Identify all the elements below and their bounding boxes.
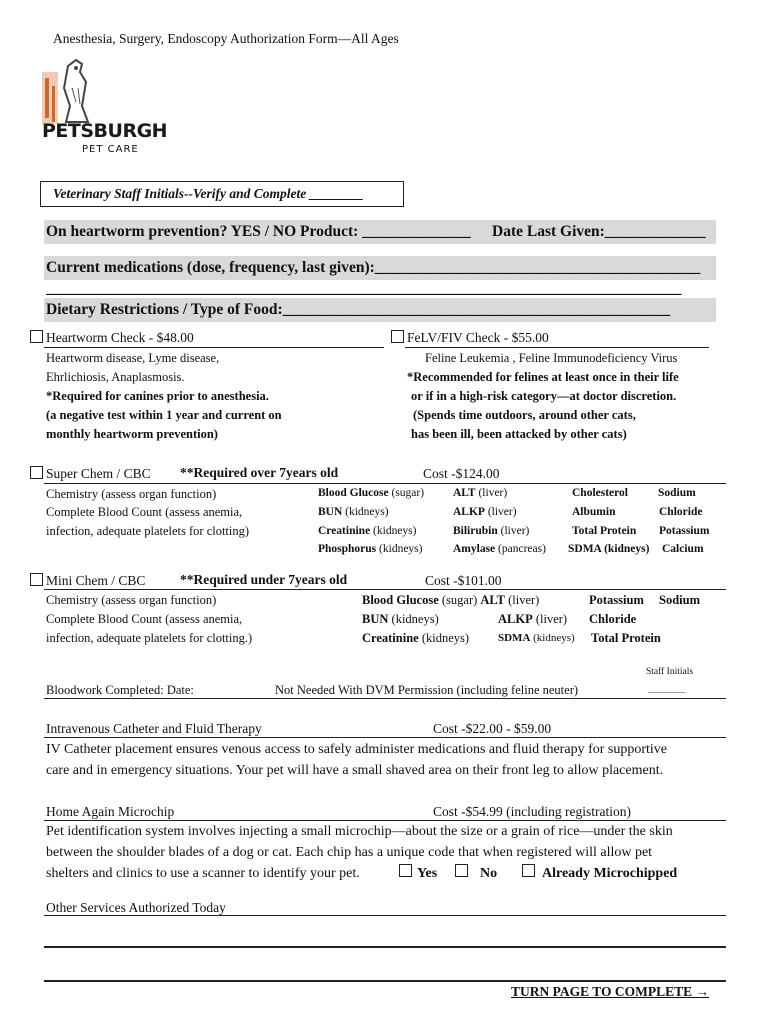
mini-chem-test: Potassium bbox=[589, 593, 644, 607]
super-chem-test: Phosphorus (kidneys) bbox=[318, 543, 423, 555]
bloodwork-completed-date[interactable]: Bloodwork Completed: Date: bbox=[46, 683, 194, 697]
form-title: Anesthesia, Surgery, Endoscopy Authorization Form—All Ages bbox=[53, 31, 399, 46]
mini-chem-rule bbox=[44, 589, 726, 590]
staff-initials-box[interactable] bbox=[40, 181, 404, 207]
super-chem-test: Blood Glucose (sugar) bbox=[318, 487, 425, 499]
super-chem-test: ALT (liver) bbox=[453, 487, 508, 499]
heartworm-check-title: Heartworm Check - $48.00 bbox=[46, 330, 194, 345]
super-chem-test: ALKP (liver) bbox=[453, 506, 517, 518]
mini-chem-test: Creatinine (kidneys) bbox=[362, 631, 470, 645]
felv-fiv-recommended: *Recommended for felines at least once in their life bbox=[407, 370, 679, 384]
iv-title: Intravenous Catheter and Fluid Therapy bbox=[46, 721, 262, 736]
super-chem-test: Bilirubin (liver) bbox=[453, 525, 530, 537]
microchip-desc-1: Pet identification system involves injecting a small microchip—about the size or a grain of rice—under the skin bbox=[46, 824, 673, 839]
heartworm-check-note-1: (a negative test within 1 year and current on bbox=[46, 408, 282, 422]
mini-chem-checkbox[interactable] bbox=[30, 573, 43, 586]
microchip-rule bbox=[44, 820, 726, 821]
dietary-restrictions-field[interactable]: Dietary Restrictions / Type of Food:__________________________________________________ bbox=[46, 301, 671, 318]
mini-chem-cost: Cost -$101.00 bbox=[425, 573, 502, 588]
super-chem-desc-3: infection, adequate platelets for clotting) bbox=[46, 524, 250, 538]
heartworm-prevention-question[interactable]: On heartworm prevention? YES / NO Product: ______________ bbox=[46, 223, 471, 240]
other-services-rule bbox=[44, 915, 726, 916]
logo-text-petcare: PET CARE bbox=[82, 144, 139, 155]
heartworm-check-line-2: Ehrlichiosis, Anaplasmosis. bbox=[46, 370, 185, 384]
microchip-title: Home Again Microchip bbox=[46, 804, 175, 819]
microchip-no-label: No bbox=[480, 866, 498, 881]
heartworm-check-note-2: monthly heartworm prevention) bbox=[46, 427, 218, 441]
super-chem-rule bbox=[44, 483, 726, 484]
super-chem-desc-1: Chemistry (assess organ function) bbox=[46, 487, 217, 501]
super-chem-test: Potassium bbox=[659, 525, 710, 537]
iv-desc-2: care and in emergency situations. Your pet will have a small shaved area on their front leg to allow placement. bbox=[46, 763, 664, 778]
felv-fiv-note-3: has been ill, been attacked by other cats) bbox=[411, 427, 627, 441]
bloodwork-rule bbox=[44, 698, 726, 699]
felv-fiv-note-1: or if in a high-risk category—at doctor discretion. bbox=[411, 389, 677, 403]
heartworm-check-checkbox[interactable] bbox=[30, 330, 43, 343]
microchip-desc-3: shelters and clinics to use a scanner to identify your pet. bbox=[46, 866, 360, 881]
microchip-desc-2: between the shoulder blades of a dog or cat. Each chip has a unique code that when registered will allow pet bbox=[46, 845, 653, 860]
super-chem-test: Calcium bbox=[662, 543, 704, 555]
super-chem-test: Chloride bbox=[659, 506, 703, 518]
microchip-no-checkbox[interactable] bbox=[455, 864, 468, 877]
mini-chem-title: Mini Chem / CBC bbox=[46, 573, 146, 588]
iv-rule bbox=[44, 737, 726, 738]
microchip-yes-label: Yes bbox=[417, 866, 438, 881]
petsburgh-logo bbox=[42, 58, 168, 162]
felv-fiv-note-2: (Spends time outdoors, around other cats, bbox=[413, 408, 636, 422]
other-services-line-2[interactable] bbox=[44, 980, 726, 982]
medications-line-2[interactable]: __________________________________________________________________________________ bbox=[46, 280, 682, 297]
mini-chem-desc-3: infection, adequate platelets for clotting.) bbox=[46, 631, 253, 645]
super-chem-test: Total Protein bbox=[572, 525, 637, 537]
mini-chem-test: BUN (kidneys) bbox=[362, 612, 439, 626]
staff-initials-label: Staff Initials bbox=[646, 667, 694, 677]
turn-page-link[interactable]: TURN PAGE TO COMPLETE → bbox=[511, 984, 710, 999]
other-services-line-1[interactable] bbox=[44, 946, 726, 948]
mini-chem-test: ALKP (liver) bbox=[498, 612, 568, 626]
heartworm-check-required: *Required for canines prior to anesthesia. bbox=[46, 389, 269, 403]
microchip-cost: Cost -$54.99 (including registration) bbox=[433, 804, 631, 819]
current-medications-field[interactable]: Current medications (dose, frequency, last given):__________________________________________ bbox=[46, 259, 701, 276]
staff-initials-label: Veterinary Staff Initials--Verify and Complete ________ bbox=[53, 186, 364, 201]
super-chem-desc-2: Complete Blood Count (assess anemia, bbox=[46, 505, 243, 519]
super-chem-cost: Cost -$124.00 bbox=[423, 466, 500, 481]
super-chem-test: Creatinine (kidneys) bbox=[318, 525, 417, 537]
already-microchipped-label: Already Microchipped bbox=[542, 866, 678, 881]
super-chem-test: BUN (kidneys) bbox=[318, 506, 389, 518]
felv-fiv-rule bbox=[405, 347, 709, 348]
mini-chem-desc-2: Complete Blood Count (assess anemia, bbox=[46, 612, 243, 626]
mini-chem-test: Chloride bbox=[589, 612, 637, 626]
staff-initials-blank[interactable]: ______ bbox=[648, 680, 686, 694]
logo-text-petsburgh: PETSBURGH bbox=[42, 120, 168, 142]
iv-desc-1: IV Catheter placement ensures venous access to safely administer medications and fluid therapy for supportive bbox=[46, 742, 667, 757]
super-chem-test: SDMA (kidneys) bbox=[568, 543, 650, 555]
microchip-yes-checkbox[interactable] bbox=[399, 864, 412, 877]
date-last-given-field[interactable]: Date Last Given:_____________ bbox=[492, 223, 706, 240]
mini-chem-test: Sodium bbox=[659, 593, 700, 607]
super-chem-test: Amylase (pancreas) bbox=[453, 543, 546, 555]
already-microchipped-checkbox[interactable] bbox=[522, 864, 535, 877]
other-services-title: Other Services Authorized Today bbox=[46, 900, 226, 915]
heartworm-check-line-1: Heartworm disease, Lyme disease, bbox=[46, 351, 220, 365]
super-chem-test: Cholesterol bbox=[572, 487, 629, 499]
mini-chem-required: **Required under 7years old bbox=[180, 572, 348, 587]
super-chem-test: Sodium bbox=[658, 487, 696, 499]
felv-fiv-line-1: Feline Leukemia , Feline Immunodeficiency Virus bbox=[425, 351, 678, 365]
mini-chem-test: Blood Glucose (sugar) ALT (liver) bbox=[362, 593, 540, 607]
felv-fiv-title: FeLV/FIV Check - $55.00 bbox=[407, 330, 549, 345]
iv-cost: Cost -$22.00 - $59.00 bbox=[433, 721, 552, 736]
not-needed-dvm-permission[interactable]: Not Needed With DVM Permission (including feline neuter) bbox=[275, 683, 579, 697]
super-chem-required: **Required over 7years old bbox=[180, 465, 339, 480]
mini-chem-test: Total Protein bbox=[591, 631, 661, 645]
super-chem-test: Albumin bbox=[572, 506, 616, 518]
mini-chem-desc-1: Chemistry (assess organ function) bbox=[46, 593, 217, 607]
heartworm-check-rule bbox=[44, 347, 384, 348]
felv-fiv-checkbox[interactable] bbox=[391, 330, 404, 343]
super-chem-title: Super Chem / CBC bbox=[46, 466, 151, 481]
super-chem-checkbox[interactable] bbox=[30, 466, 43, 479]
mini-chem-test: SDMA (kidneys) bbox=[498, 632, 575, 644]
